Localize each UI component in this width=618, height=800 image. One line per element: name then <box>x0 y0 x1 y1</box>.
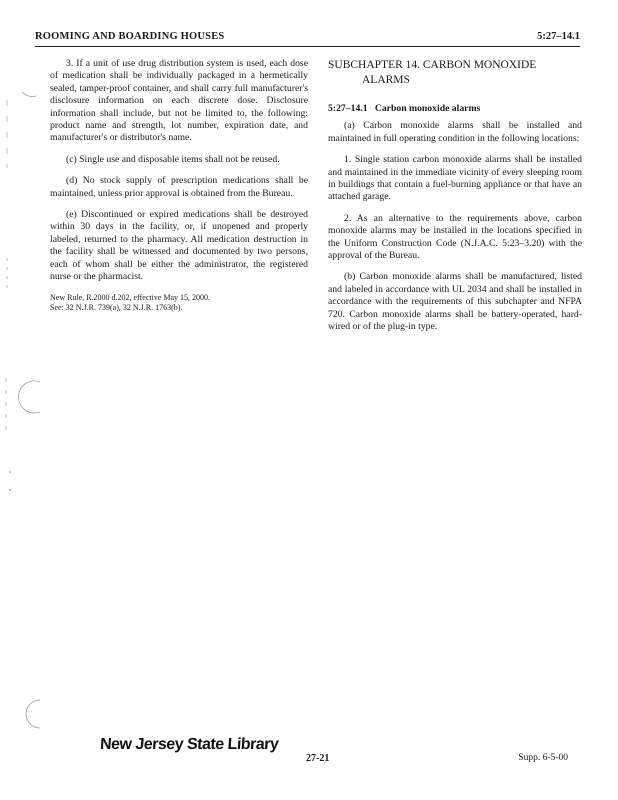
subchapter-heading: SUBCHAPTER 14. CARBON MONOXIDE ALARMS <box>328 59 537 86</box>
paragraph-a: (a) Carbon monoxide alarms shall be installed and maintained in full operating condition in the following locations: <box>328 120 582 144</box>
running-header-title: ROOMING AND BOARDING HOUSES <box>35 31 225 42</box>
running-header-section: 5:27–14.1 <box>537 31 580 42</box>
history-note-see: See: 32 N.J.R. 739(a), 32 N.J.R. 1763(b). <box>50 302 183 312</box>
paragraph-a-2: 2. As an alternative to the requirements above, carbon monoxide alarms may be installed in the locations specified in the Uniform Construction Code (N.J.A.C. 5:23–3.20) with the approval of the Bureau. <box>328 212 582 262</box>
paragraph-b: (b) Carbon monoxide alarms shall be manufactured, listed and labeled in accordance with UL 2034 and shall be installed in accordance with the requirements of this subchapter and NFPA 720. Carbon monoxide alarms shall be battery-operated, hard-wired or of the plug-in type. <box>328 271 582 333</box>
history-note-rule: New Rule, R.2000 d.202, effective May 15, 2000. <box>50 292 211 302</box>
supplement-date: Supp. 6-5-00 <box>518 753 568 763</box>
section-title: Carbon monoxide alarms <box>374 103 481 114</box>
paragraph-c: (c) Single use and disposable items shall not be reused. <box>66 153 280 165</box>
paragraph-d: (d) No stock supply of prescription medications shall be maintained, unless prior approval is obtained from the Bureau. <box>50 175 308 199</box>
paragraph-a-1: 1. Single station carbon monoxide alarms shall be installed and maintained in the immediate vicinity of every sleeping room in buildings that contain a fuel-burning appliance or that have an attached garage. <box>328 154 582 203</box>
paragraph-unit-dose: 3. If a unit of use drug distribution system is used, each dose of medication shall be individually packaged in a hermetically sealed, tamper-proof container, and shall carry full manufacturer's disclosure information on each discrete dose. Disclosure information shall include, but not be limited to, the following: product name and strength, lot number, expiration date, and manufacturer's or distributor's name. <box>50 58 308 144</box>
paragraph-e: (e) Discontinued or expired medications shall be destroyed within 30 days in the facility, or, if unopened and properly labeled, returned to the pharmacy. All medication destruction in the facility shall be witnessed and documented by two persons, each of whom shall be either the administrator, the registered nurse or the pharmacist. <box>50 209 308 283</box>
library-stamp: New Jersey State Library <box>99 736 279 753</box>
page-number: 27-21 <box>306 753 330 764</box>
section-number: 5:27–14.1 <box>328 103 368 114</box>
